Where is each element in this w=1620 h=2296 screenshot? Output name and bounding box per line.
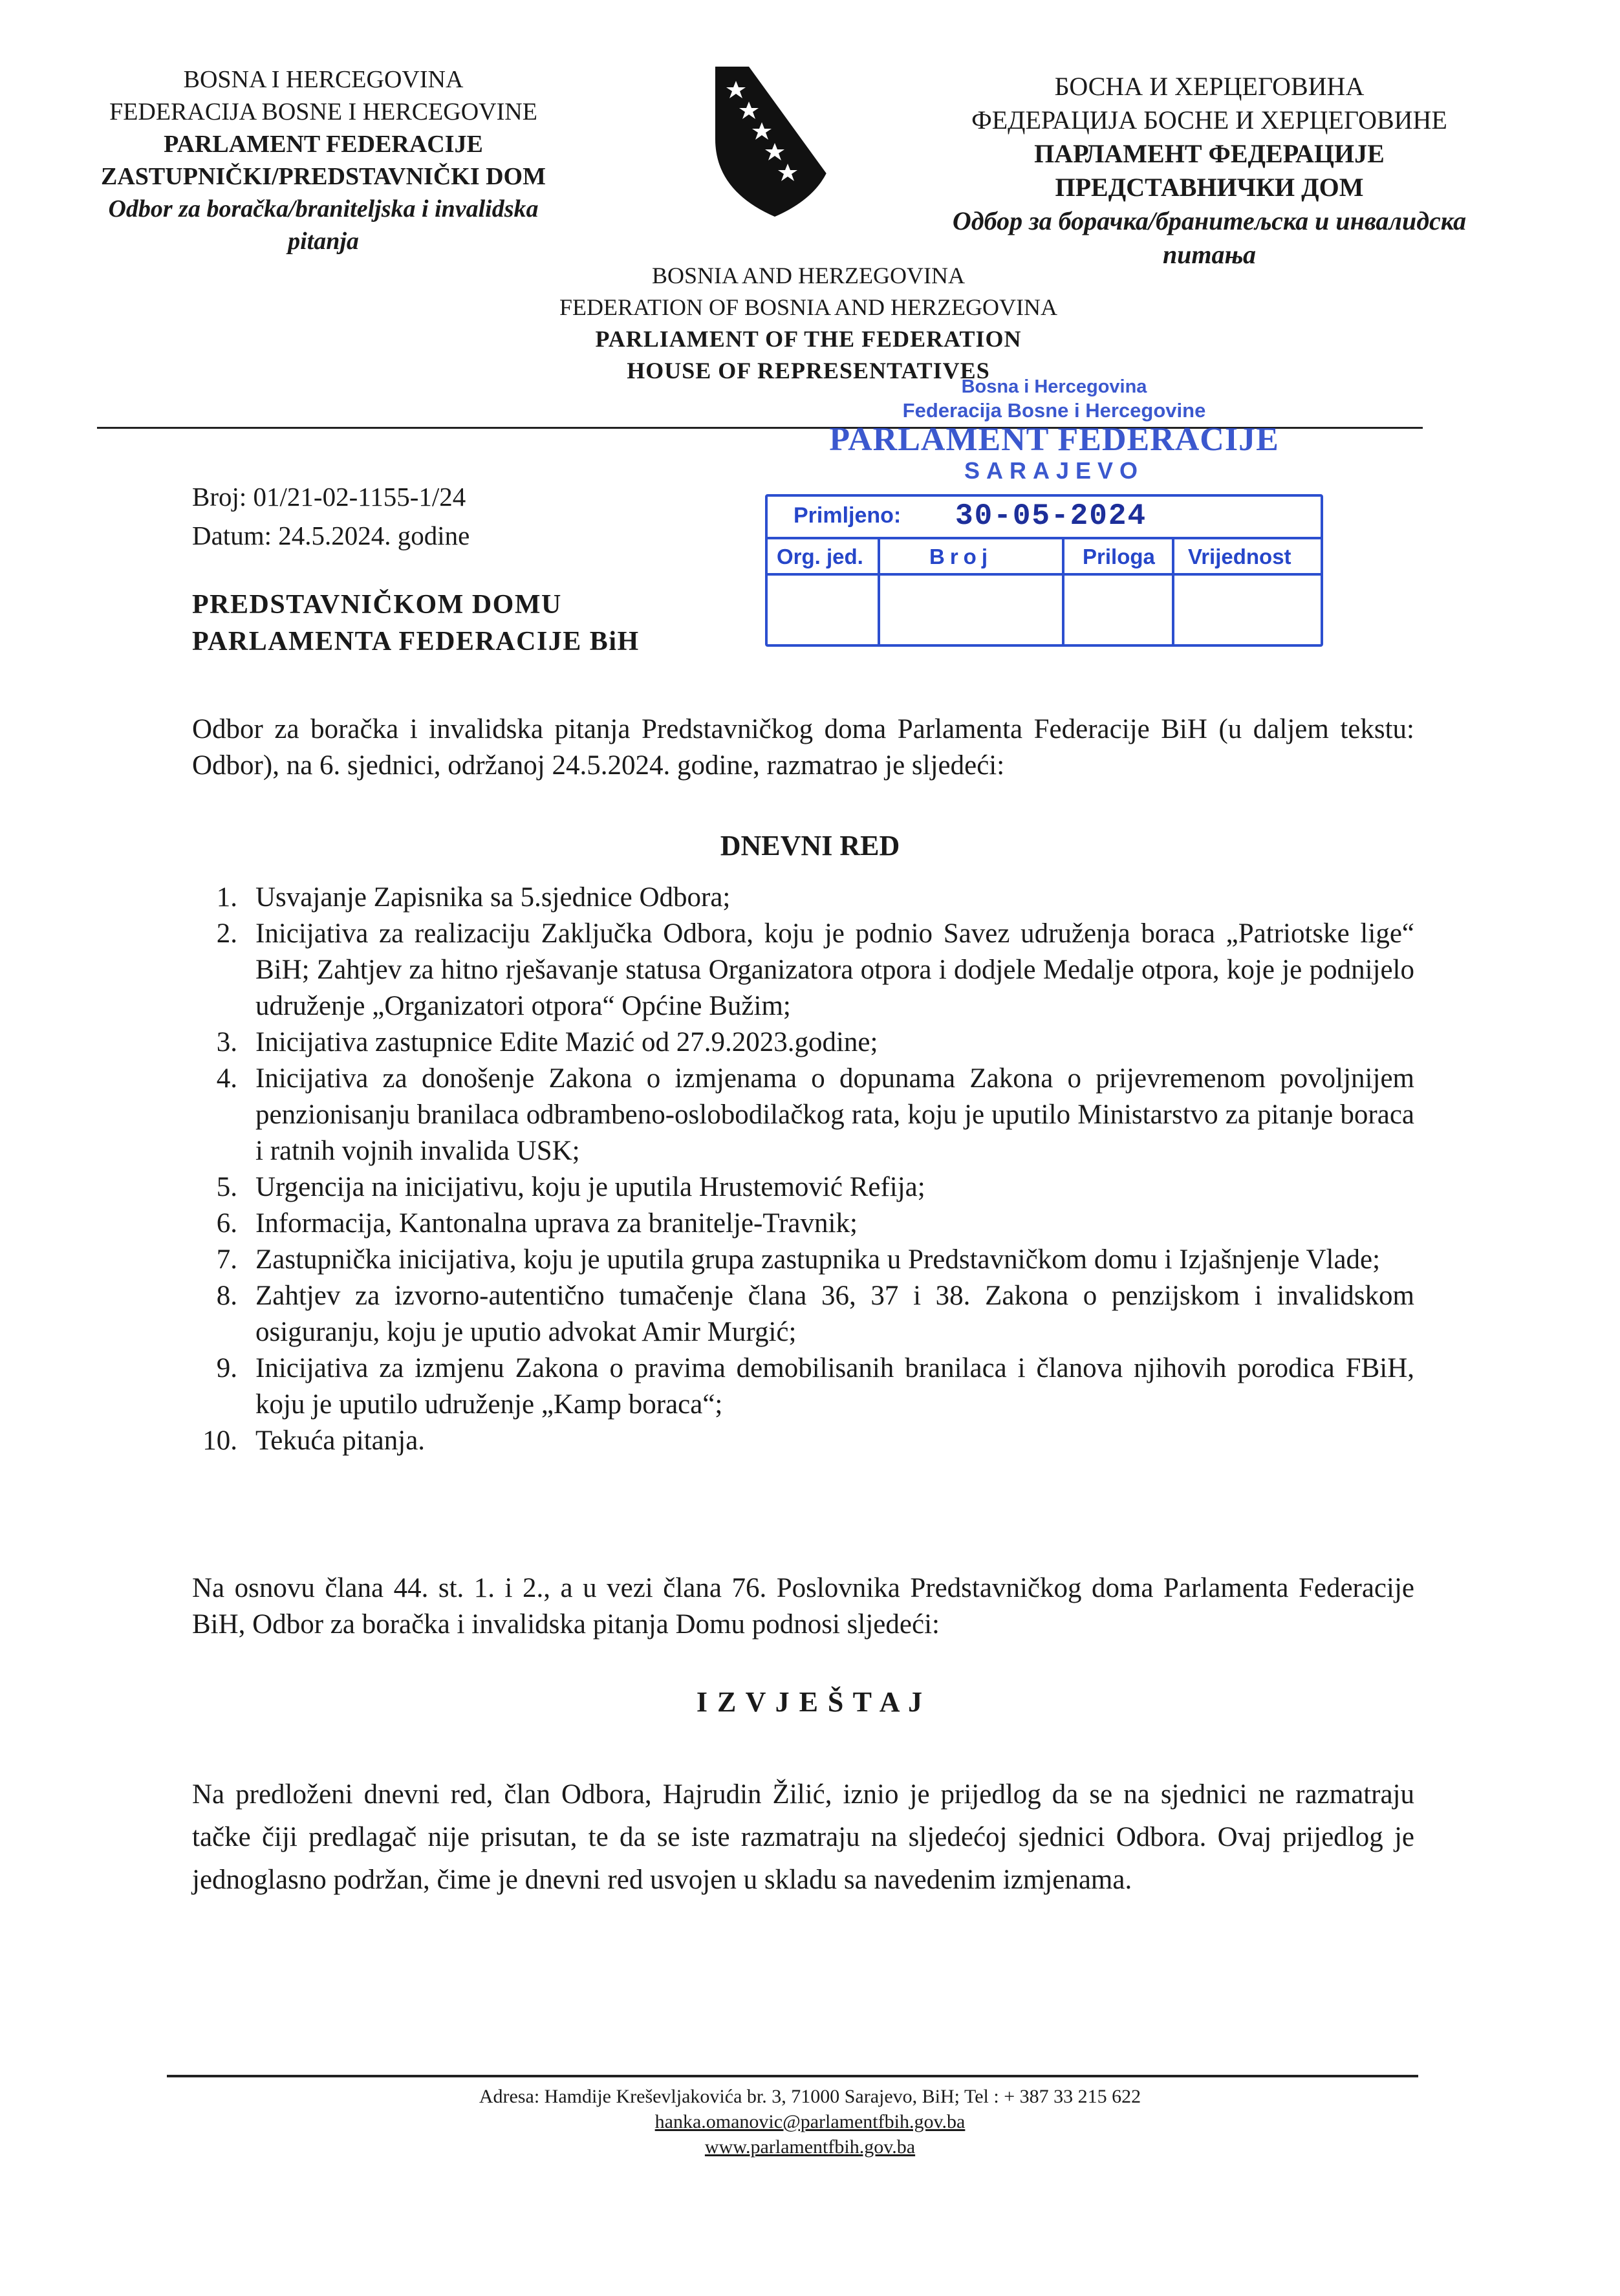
agenda-item-number: 9.: [216, 1353, 237, 1383]
document-meta: [192, 477, 470, 555]
stamp-line-federation: Federacija Bosne i Hercegovine: [902, 399, 1206, 422]
agenda-item-text: Usvajanje Zapisnika sa 5.sjednice Odbora;: [255, 882, 731, 913]
agenda-item-number: 3.: [216, 1027, 237, 1057]
header-left-parliament: PARLAMENT FEDERACIJE: [164, 131, 483, 158]
agenda-item-number: 6.: [216, 1208, 237, 1239]
recipient-line2: PARLAMENTA FEDERACIJE BiH: [192, 627, 640, 656]
header-center-house: HOUSE OF REPRESENTATIVES: [627, 358, 990, 384]
agenda-item: [192, 880, 1414, 916]
basis-paragraph: Na osnovu člana 44. st. 1. i 2., a u vezi člana 76. Poslovnika Predstavničkog doma Parlamenta Federacije BiH, Odbor za boračka i invalidska pitanja Domu podnosi sljedeći:: [192, 1573, 1414, 1640]
header-right-committee: Одбор за борачка/бранитељска и инвалидска: [952, 206, 1467, 235]
agenda-item-number: 8.: [216, 1281, 237, 1311]
report-title: I Z V J E Š T A J: [696, 1686, 924, 1718]
stamp-divider-2: [1062, 539, 1064, 644]
recipient-line1: PREDSTAVNIČKOM DOMU: [192, 590, 562, 620]
footer-address: Adresa: Hamdije Kreševljakovića br. 3, 71000 Sarajevo, BiH; Tel : + 387 33 215 622: [479, 2086, 1141, 2107]
agenda-item-number: 2.: [216, 918, 237, 949]
header-left-country: BOSNA I HERCEGOVINA: [183, 66, 464, 93]
header-right-country: БОСНА И ХЕРЦЕГОВИНА: [1054, 72, 1365, 101]
agenda-title: DNEVNI RED: [720, 830, 900, 861]
agenda-item-text: Urgencija na inicijativu, koju je uputila Hrustemović Refija;: [255, 1172, 925, 1202]
stamp-col-org: Org. jed.: [777, 545, 863, 569]
agenda-item: [192, 1061, 1414, 1169]
header-left-federation: FEDERACIJA BOSNE I HERCEGOVINE: [109, 98, 537, 125]
agenda-item: [192, 1169, 1414, 1206]
stamp-line-city: SARAJEVO: [964, 457, 1145, 484]
agenda-item-text: Zahtjev za izvorno-autentično tumačenje člana 36, 37 i 38. Zakona o penzijskom i invalidskom osiguranju, koju je uputio advokat Amir Murgić;: [255, 1281, 1414, 1347]
agenda-item: [192, 1423, 1414, 1459]
stamp-line-country: Bosna i Hercegovina: [961, 376, 1147, 397]
stamp-col-vrijednost: Vrijednost: [1188, 545, 1291, 569]
header-left-committee-cont: pitanja: [288, 228, 359, 255]
agenda-item: [192, 1278, 1414, 1350]
header-left-committee: Odbor za boračka/braniteljska i invalidska: [108, 195, 539, 222]
agenda-item-text: Inicijativa za izmjenu Zakona o pravima demobilisanih branilaca i članova njihovih porodica FBiH, koju je uputilo udruženje „Kamp boraca“;: [255, 1353, 1414, 1420]
stamp-col-priloga: Priloga: [1083, 545, 1155, 569]
header-left-house: ZASTUPNIČKI/PREDSTAVNIČKI DOM: [101, 163, 546, 190]
agenda-item-text: Inicijativa za donošenje Zakona o izmjenama o dopunama Zakona o prijevremenom povoljnijem penzionisanju branilaca odbrambeno-oslobodilačkog rata, koju je uputilo Ministarstvo za pitanje boraca i ratnih vojnih invalida USK;: [255, 1063, 1414, 1166]
coat-of-arms-icon: [710, 61, 839, 220]
document-number: Broj: 01/21-02-1155-1/24: [192, 482, 466, 512]
stamp-box: [765, 494, 1323, 647]
recipient: [192, 587, 640, 660]
stamp-header-row: [768, 539, 1321, 576]
agenda-item-text: Inicijativa zastupnice Edite Mazić od 27.9.2023.godine;: [255, 1027, 878, 1057]
footer-divider: [167, 2075, 1418, 2077]
header-center-federation: FEDERATION OF BOSNIA AND HERZEGOVINA: [559, 294, 1057, 320]
stamp-received-label: Primljeno:: [794, 503, 902, 528]
stamp-divider-1: [878, 539, 880, 644]
header-right-parliament: ПАРЛАМЕНТ ФЕДЕРАЦИЈЕ: [1034, 139, 1385, 168]
agenda-item-number: 5.: [216, 1172, 237, 1202]
stamp-divider-3: [1172, 539, 1174, 644]
agenda-item-text: Zastupnička inicijativa, koju je uputila grupa zastupnika u Predstavničkom domu i Izjašnjenje Vlade;: [255, 1244, 1381, 1275]
stamp-received-row: [768, 497, 1321, 539]
stamp-received-date: 30-05-2024: [955, 499, 1147, 533]
agenda-item-number: 1.: [216, 882, 237, 913]
header-center-english: [388, 260, 1229, 387]
footer-web-link[interactable]: www.parlamentfbih.gov.ba: [704, 2136, 916, 2158]
agenda-item-text: Informacija, Kantonalna uprava za branitelje-Travnik;: [255, 1208, 858, 1239]
agenda-item: [192, 1024, 1414, 1061]
header-left-latin: [97, 63, 550, 257]
agenda-item: [192, 1206, 1414, 1242]
agenda-item: [192, 916, 1414, 1024]
agenda-item-number: 7.: [216, 1244, 237, 1275]
agenda-item: [192, 1350, 1414, 1423]
agenda-item-number: 4.: [216, 1063, 237, 1094]
header-right-federation: ФЕДЕРАЦИЈА БОСНЕ И ХЕРЦЕГОВИНЕ: [971, 105, 1447, 135]
header-center-country: BOSNIA AND HERZEGOVINA: [652, 263, 965, 288]
header-right-house: ПРЕДСТАВНИЧКИ ДОМ: [1055, 173, 1364, 202]
footer: [0, 2084, 1620, 2160]
header-center-parliament: PARLIAMENT OF THE FEDERATION: [595, 326, 1022, 352]
intro-paragraph: Odbor za boračka i invalidska pitanja Predstavničkog doma Parlamenta Federacije BiH (u daljem tekstu: Odbor), na 6. sjednici, održanoj 24.5.2024. godine, razmatrao je sljedeći:: [192, 714, 1414, 781]
header-right-committee-cont: питања: [1162, 240, 1257, 269]
agenda-item-number: 10.: [202, 1425, 237, 1456]
agenda-item-text: Inicijativa za realizaciju Zaključka Odbora, koju je podnio Savez udruženja boraca „Patriotske lige“ BiH; Zahtjev za hitno rješavanje statusa Organizatora otpora i dodjele Medalje otpora, koje je podnijelo udruženje „Organizatori otpora“ Općine Bužim;: [255, 918, 1414, 1021]
footer-email-link[interactable]: hanka.omanovic@parlamentfbih.gov.ba: [654, 2111, 966, 2132]
report-body: Na predloženi dnevni red, član Odbora, Hajrudin Žilić, iznio je prijedlog da se na sjednici ne razmatraju tačke čiji predlagač nije prisutan, te da se iste razmatraju na sljedećoj sjednici Odbora. Ovaj prijedlog je jednoglasno podržan, čime je dnevni red usvojen u skladu sa navedenim izmjenama.: [192, 1779, 1414, 1895]
stamp-line-parliament: PARLAMENT FEDERACIJE: [829, 421, 1279, 458]
agenda-item-text: Tekuća pitanja.: [255, 1425, 426, 1456]
agenda-item: [192, 1242, 1414, 1278]
document-date: Datum: 24.5.2024. godine: [192, 521, 470, 550]
header-right-cyrillic: [925, 70, 1494, 272]
stamp-col-broj: Broj: [929, 545, 993, 569]
agenda-list: [192, 880, 1414, 1459]
